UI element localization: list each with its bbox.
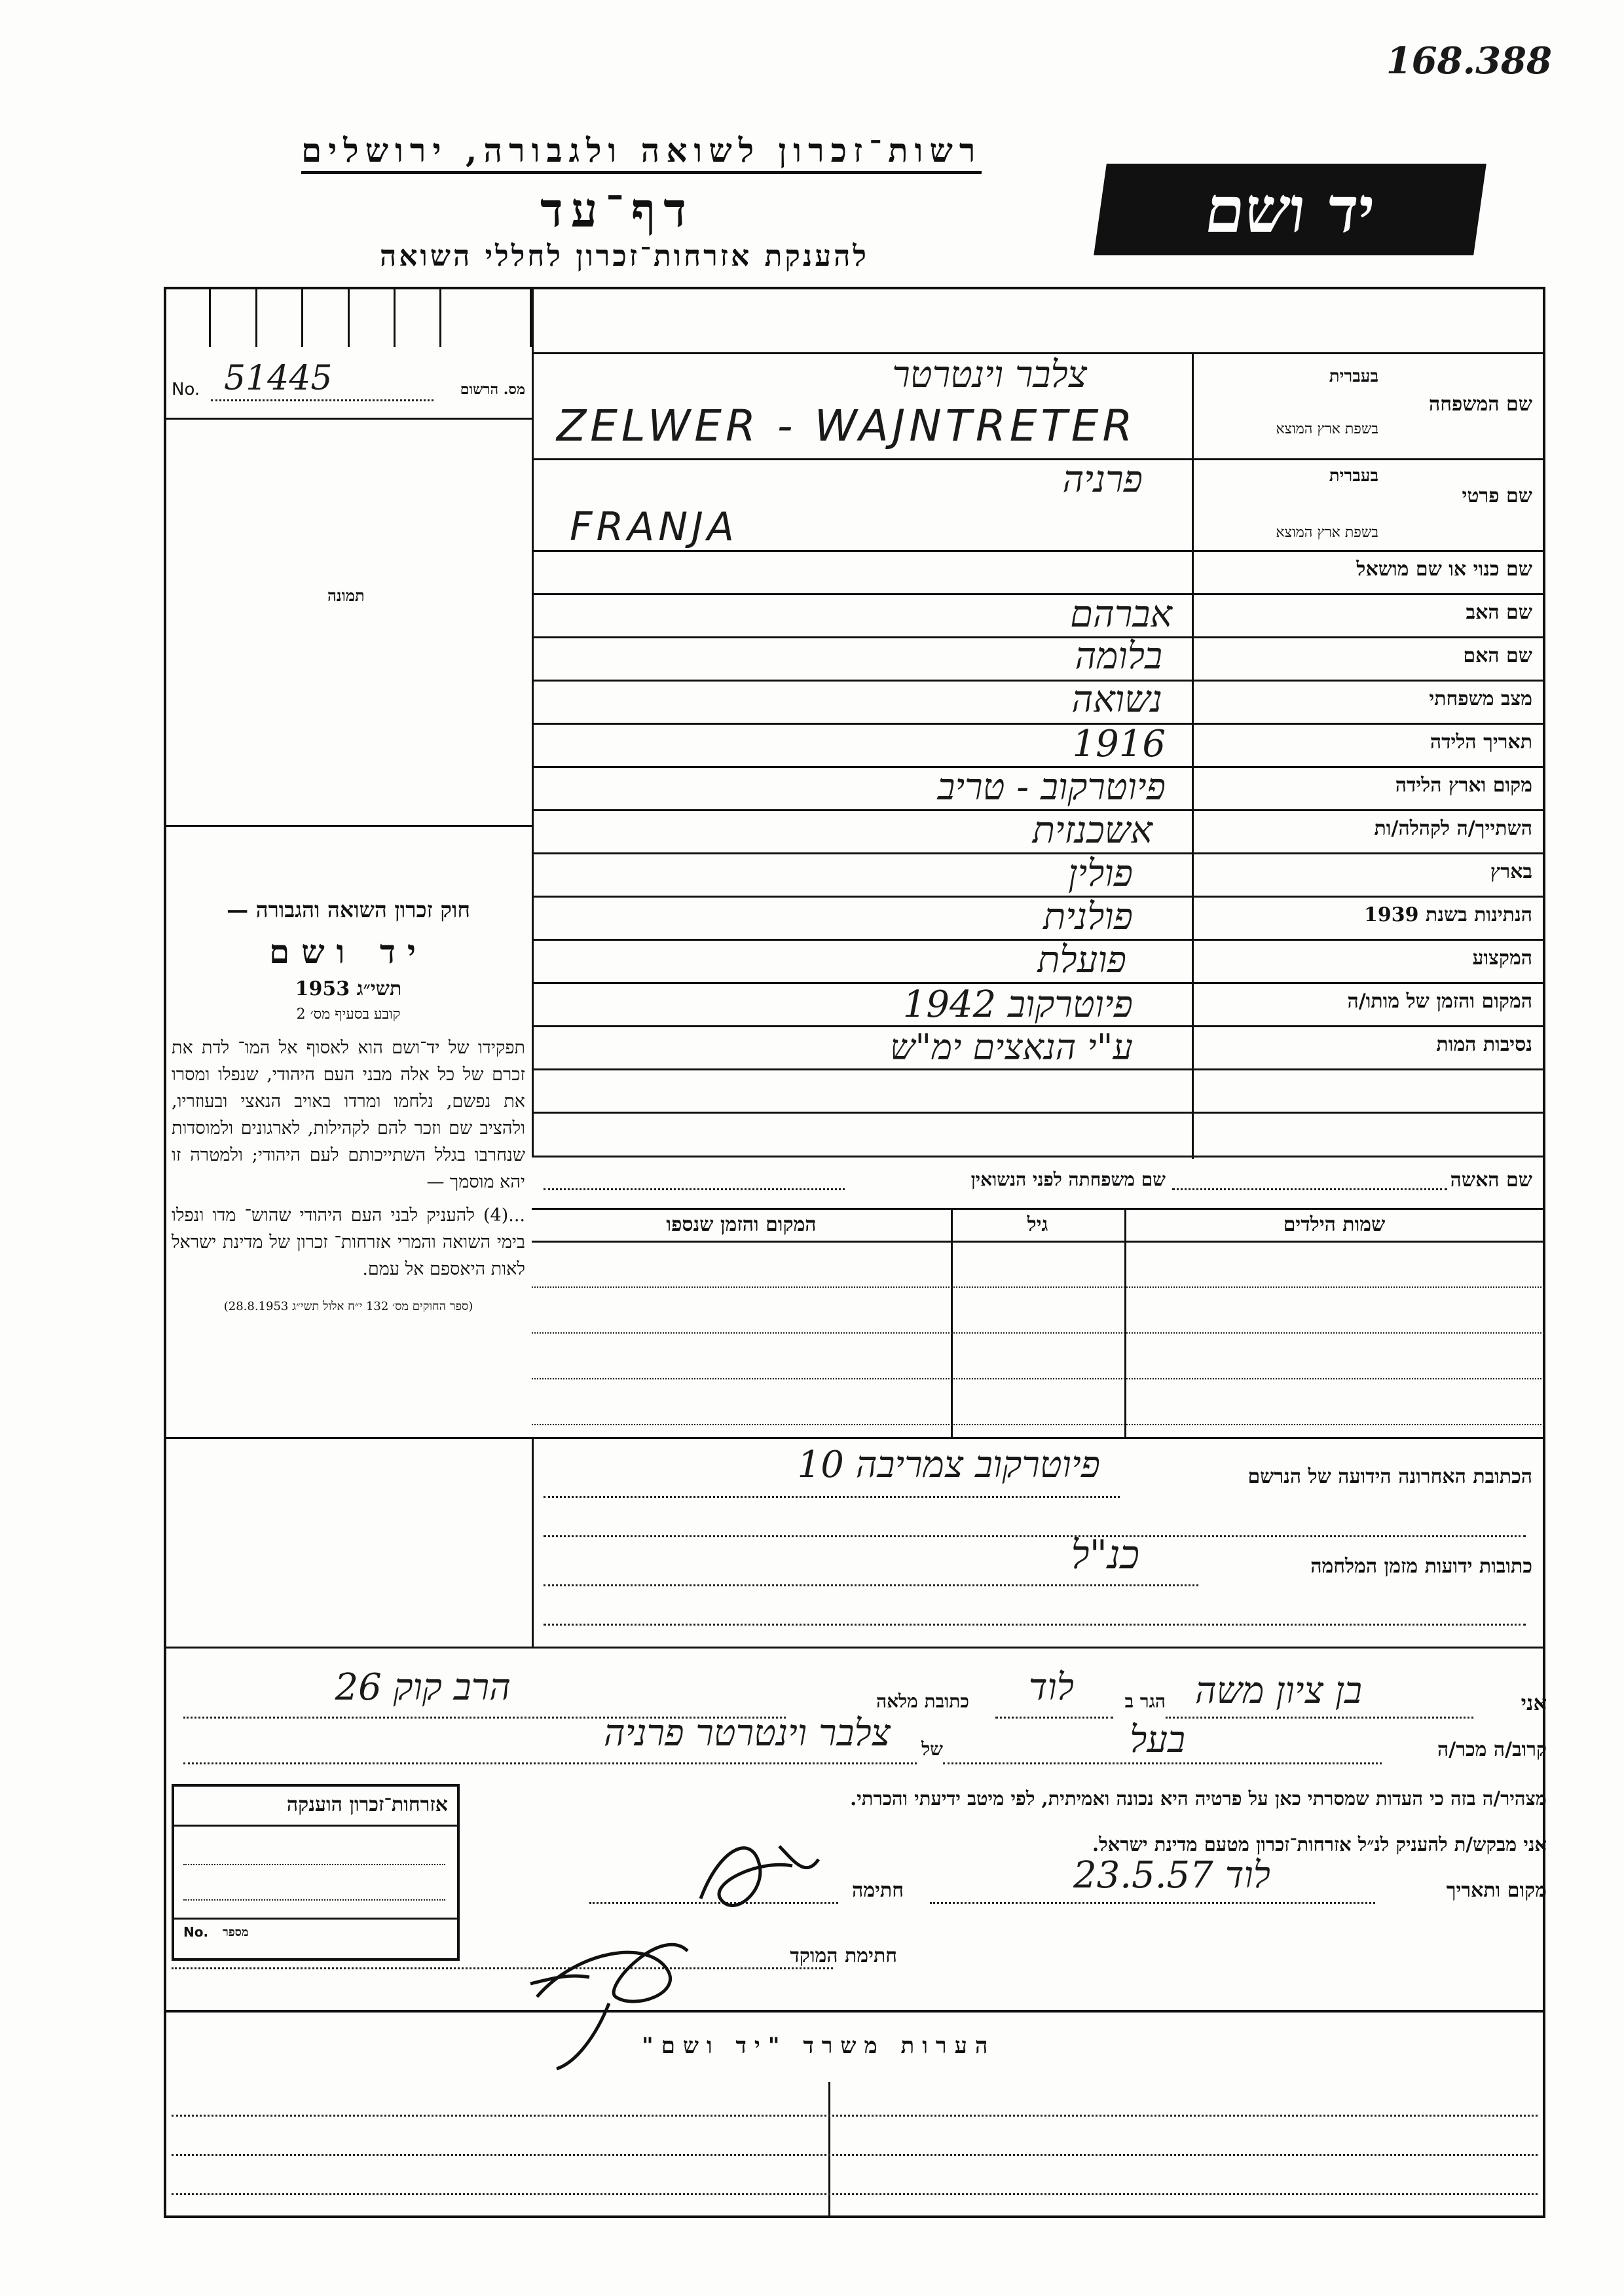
row-line bbox=[532, 1068, 1544, 1070]
birth-date-value: 1916 bbox=[1072, 723, 1166, 765]
row-line bbox=[532, 1156, 1544, 1157]
registration-dots bbox=[211, 399, 434, 401]
law-section bbox=[172, 897, 525, 1313]
law-footnote: (ספר החוקים מס׳ 132 י״ח אלול תשי״ג 28.8.1953) bbox=[223, 1300, 473, 1313]
nationality-label: הנתינות בשנת 1939 bbox=[1363, 903, 1532, 926]
law-title: חוק זכרון השואה והגבורה — bbox=[227, 897, 470, 922]
declaration-text: מצהיר/ה בזה כי העדות שמסרתי כאן על פרטיה היא נכונה ואמיתית, לפי מיטב ידיעתי והכרתי. bbox=[850, 1787, 1547, 1810]
surname-local-sublabel: בשפת ארץ המוצא bbox=[1276, 421, 1378, 437]
death-circumstances-label: נסיבות המות bbox=[1436, 1033, 1532, 1056]
war-address-dots bbox=[544, 1584, 1198, 1586]
relative-label: קרוב/ה מכר/ה bbox=[1437, 1738, 1547, 1761]
firstname-hebrew-sublabel: בעברית bbox=[1329, 466, 1378, 486]
declarant-name-dots bbox=[1166, 1717, 1473, 1719]
surname-label: שם המשפחה bbox=[1428, 393, 1532, 416]
mother-name-value: בלומה bbox=[1075, 635, 1162, 678]
profession-value: פועלת bbox=[1037, 939, 1126, 981]
citizenship-box bbox=[172, 1784, 460, 1961]
address-top-line bbox=[165, 1437, 1544, 1439]
surname-local-value: ZELWER - WAJNTRETER bbox=[557, 401, 1137, 451]
relative-of-value: צלבר וינטרטר פרניה bbox=[603, 1712, 891, 1755]
relative-of-dots bbox=[183, 1762, 917, 1764]
office-notes-line-3 bbox=[172, 2193, 1538, 2195]
children-names-header: שמות הילדים bbox=[1283, 1213, 1386, 1236]
citizenship-box-title: אזרחות־זכרון הוענקה bbox=[286, 1793, 448, 1816]
surname-hebrew-value: צלבר וינטרטר bbox=[892, 354, 1087, 396]
reference-number: 168.388 bbox=[1386, 39, 1552, 82]
children-death-header: המקום והזמן שנספו bbox=[666, 1213, 817, 1236]
declarant-city-dots bbox=[995, 1717, 1113, 1719]
form-title: דף־עד bbox=[540, 182, 694, 238]
row-line bbox=[532, 680, 1544, 682]
declarant-address-label: כתובת מלאה bbox=[876, 1690, 969, 1712]
registration-field bbox=[172, 359, 525, 406]
law-year: תשי״ג 1953 bbox=[295, 977, 402, 1000]
wife-label: שם האשה bbox=[1450, 1169, 1532, 1192]
registration-number: 51445 bbox=[224, 359, 333, 398]
row-line bbox=[532, 896, 1544, 898]
law-clause: קובע בסעיף מס׳ 2 bbox=[296, 1006, 401, 1023]
row-line bbox=[532, 723, 1544, 725]
logo-text: יד ושם bbox=[1200, 172, 1380, 247]
citizenship-box-number-label: מספר bbox=[223, 1925, 249, 1939]
photo-placeholder-label: תמונה bbox=[327, 586, 365, 605]
death-circumstances-value: ע"י הנאצים ימ"ש bbox=[890, 1027, 1133, 1068]
declarant-address-value: הרב קוק 26 bbox=[335, 1666, 511, 1709]
mother-name-label: שם האם bbox=[1463, 644, 1532, 667]
community-label: השתייך/ה לקהלה/ות bbox=[1374, 817, 1532, 840]
place-date-value: לוד 23.5.57 bbox=[1073, 1854, 1270, 1897]
row-line bbox=[532, 458, 1544, 460]
verifier-signature-label: חתימת המוקד bbox=[790, 1944, 897, 1967]
office-notes-line-1 bbox=[172, 2115, 1538, 2117]
office-notes-top-line bbox=[165, 2010, 1544, 2013]
relative-dots bbox=[943, 1762, 1382, 1764]
last-address-label: הכתובת האחרונה הידועה של הנרשם bbox=[1247, 1465, 1532, 1488]
war-address-value: כנ"ל bbox=[1071, 1532, 1139, 1578]
left-column-divider-lower bbox=[532, 1437, 534, 1647]
declarant-resides-label: הגר ב bbox=[1124, 1690, 1166, 1712]
citizenship-box-no-label: No. bbox=[183, 1924, 209, 1940]
nationality-value: פולנית bbox=[1043, 896, 1133, 938]
office-notes-divider bbox=[828, 2082, 830, 2216]
wife-dots-2 bbox=[544, 1188, 845, 1190]
firstname-local-sublabel: בשפת ארץ המוצא bbox=[1276, 524, 1378, 541]
marital-status-label: מצב משפחתי bbox=[1429, 687, 1532, 710]
firstname-local-value: FRANJA bbox=[570, 504, 738, 550]
filing-boxes bbox=[165, 288, 532, 347]
country-value: פולין bbox=[1068, 852, 1133, 895]
firstname-hebrew-value: פרניה bbox=[1062, 458, 1143, 501]
birth-place-value: פיוטרקוב - טריב bbox=[937, 766, 1166, 809]
law-text-2: ...(4) להעניק לבני העם היהודי שהוש־ מדו ונפלו בימי השואה והמרי אזרחות־ זכרון של מדינת ישראל לאות היאספם אל עמם. bbox=[172, 1205, 525, 1279]
death-place-time-value: פיוטרקוב 1942 bbox=[902, 983, 1133, 1026]
profession-label: המקצוע bbox=[1472, 947, 1532, 970]
declarant-city-value: לוד bbox=[1028, 1666, 1074, 1709]
request-text: אני מבקש/ת להעניק לנ״ל אזרחות־זכרון מטעם מדינת ישראל. bbox=[1092, 1833, 1547, 1855]
country-label: בארץ bbox=[1490, 860, 1532, 883]
nickname-label: שם כנוי או שם מושאל bbox=[1356, 558, 1532, 581]
relative-of-label: של bbox=[921, 1738, 943, 1760]
row-line bbox=[165, 825, 532, 827]
registration-no-label: No. bbox=[172, 380, 200, 399]
wife-dots-1 bbox=[1172, 1188, 1447, 1190]
registration-label: מס. הרשום bbox=[460, 381, 525, 398]
declarant-name-value: בן ציון משה bbox=[1194, 1669, 1362, 1712]
relative-value: בעל bbox=[1130, 1719, 1185, 1761]
birth-place-label: מקום וארץ הלידה bbox=[1395, 774, 1532, 797]
last-address-dots bbox=[544, 1496, 1120, 1498]
label-column-divider bbox=[1192, 354, 1194, 1159]
address-dots-3 bbox=[544, 1624, 1526, 1626]
father-name-label: שם האב bbox=[1466, 601, 1532, 624]
row-line bbox=[532, 593, 1544, 595]
death-place-time-label: המקום והזמן של מותו/ה bbox=[1347, 990, 1532, 1013]
office-notes-title: הערות משרד "יד ושם" bbox=[642, 2033, 996, 2059]
verifier-dots bbox=[172, 1967, 833, 1969]
row-line bbox=[532, 852, 1544, 854]
marital-status-value: נשואה bbox=[1071, 678, 1162, 721]
surname-hebrew-sublabel: בעברית bbox=[1329, 367, 1378, 386]
yad-vashem-logo bbox=[1094, 164, 1486, 255]
row-line bbox=[165, 418, 532, 420]
row-line bbox=[532, 1112, 1544, 1114]
place-date-label: מקום ותאריך bbox=[1446, 1879, 1547, 1902]
last-address-value: פיוטרקוב צמריבה 10 bbox=[797, 1444, 1100, 1486]
declarant-i-label: אני bbox=[1521, 1690, 1547, 1715]
firstname-label: שם פרטי bbox=[1462, 484, 1532, 507]
wife-maiden-label: שם משפחתה לפני הנשואין bbox=[970, 1169, 1166, 1190]
law-name: יד ושם bbox=[269, 932, 428, 971]
office-notes-line-2 bbox=[172, 2154, 1538, 2156]
authority-header: רשות־זכרון לשואה ולגבורה, ירושלים bbox=[301, 131, 982, 174]
address-dots-2 bbox=[544, 1535, 1526, 1537]
law-text-1: תפקידו של יד־ושם הוא לאסוף אל המו־ לדת את זכרם של כל אלה מבני העם היהודי, שנפלו ומסרו את נפשם, נלחמו ומרדו באויב הנאצי ובעוזריו, ולהציב שם וזכר להם לקהילות, לארגונים ולמוסדות שנחרבו בגלל השתייכותם לעם היהודי; ולמטרה זו יהא מוסמך — bbox=[172, 1038, 525, 1192]
community-value: אשכנזית bbox=[1032, 809, 1153, 852]
birth-date-label: תאריך הלידה bbox=[1430, 731, 1532, 754]
war-address-label: כתובות ידועות מזמן המלחמה bbox=[1310, 1555, 1532, 1578]
signature-label: חתימה bbox=[852, 1879, 904, 1902]
children-table bbox=[532, 1208, 1544, 1437]
row-line bbox=[532, 636, 1544, 638]
father-name-value: אברהם bbox=[1070, 593, 1172, 636]
place-date-dots bbox=[930, 1902, 1375, 1904]
form-subtitle: להענקת אזרחות־זכרון לחללי השואה bbox=[380, 240, 870, 273]
declarant-top-line bbox=[165, 1647, 1544, 1649]
row-line bbox=[532, 550, 1544, 552]
children-age-header: גיל bbox=[1027, 1213, 1048, 1236]
